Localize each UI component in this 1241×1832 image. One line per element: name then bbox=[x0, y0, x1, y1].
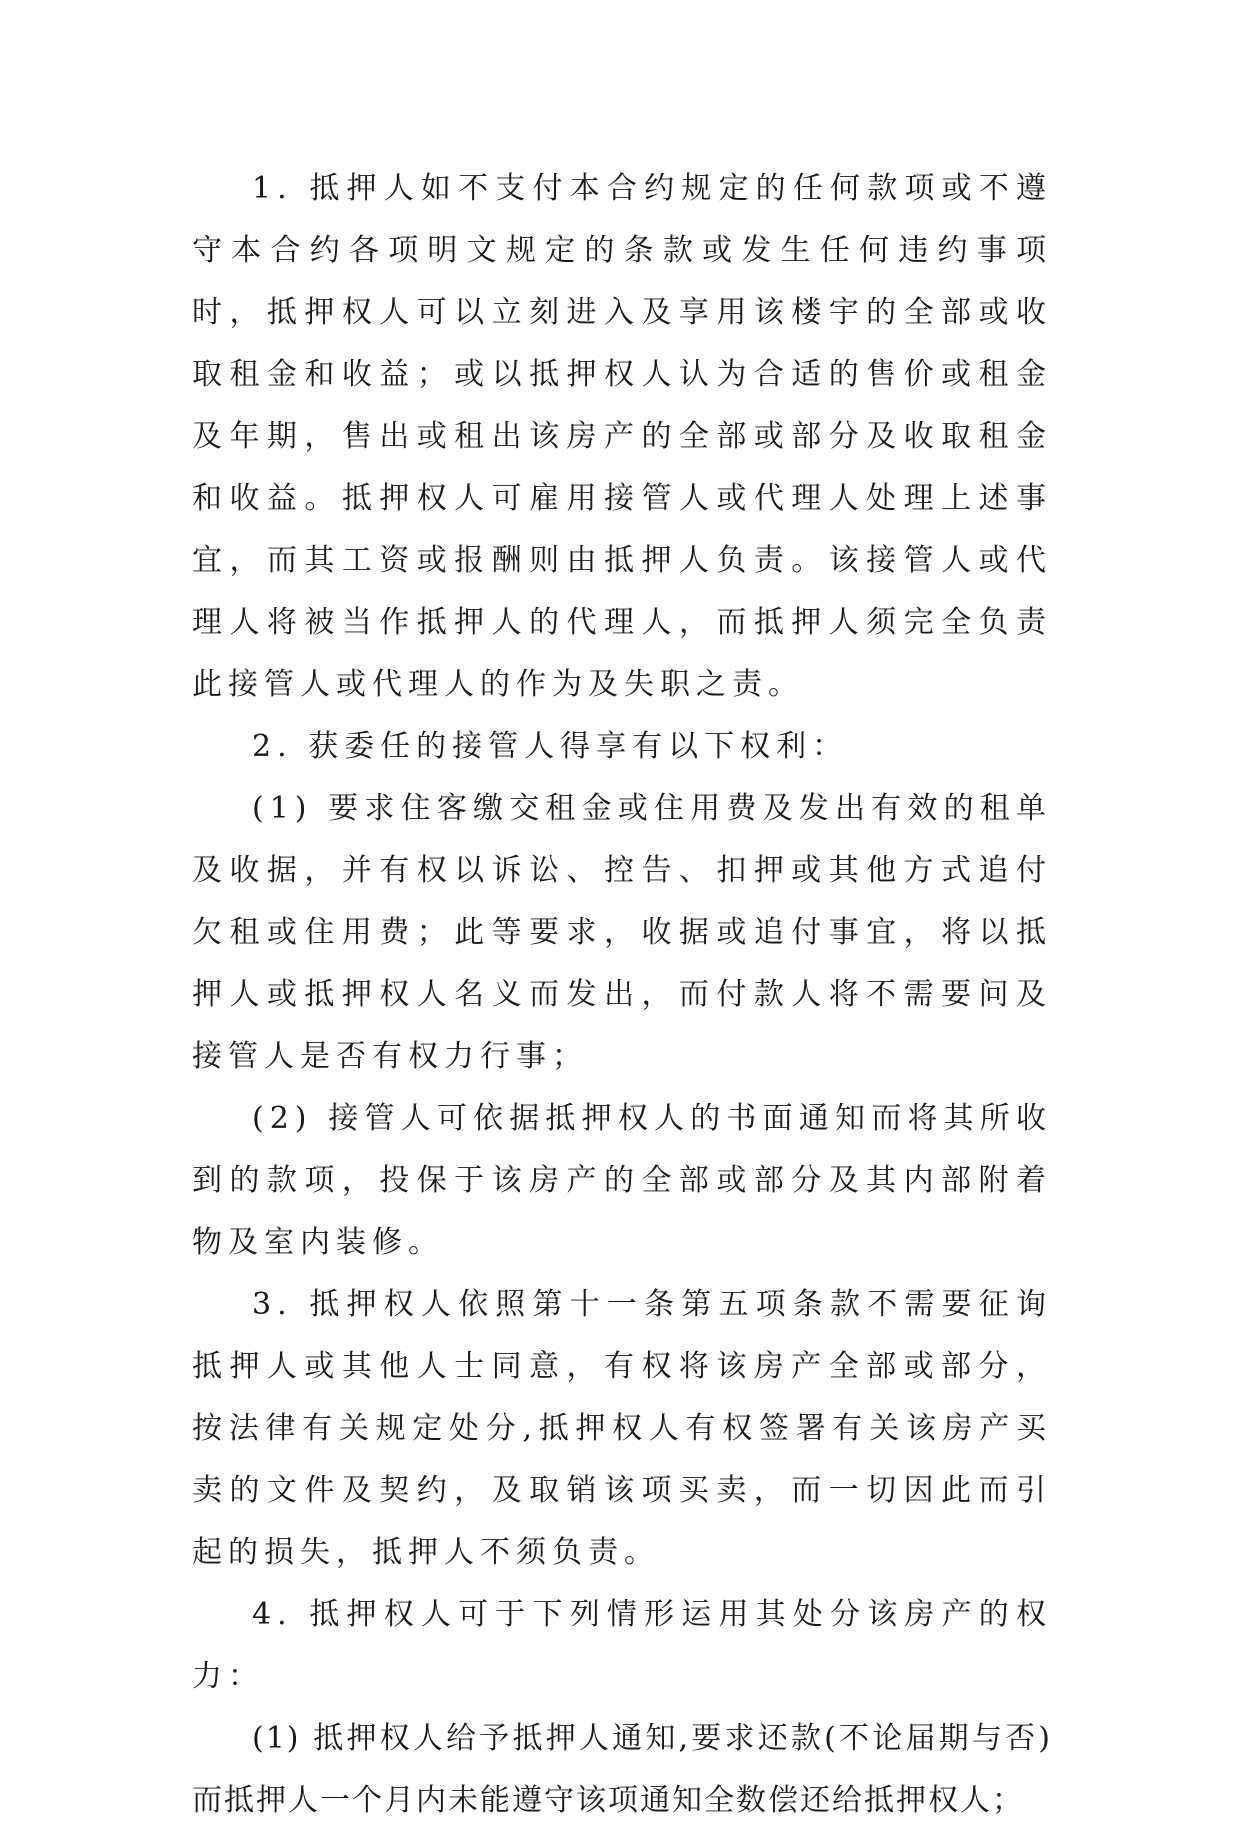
paragraph-clause-2: 2. 获委任的接管人得享有以下权利： bbox=[252, 729, 849, 764]
paragraph-clause-2-item-2: (2) 接管人可依据抵押权人的书面通知而将其所收到的款项，投保于该房产的全部或部分及其内部附着物及室内装修。 bbox=[192, 1101, 1052, 1260]
paragraph-clause-1: 1. 抵押人如不支付本合约规定的任何款项或不遵守本合约各项明文规定的条款或发生任何违约事项时，抵押权人可以立刻进入及享用该楼宇的全部或收取租金和收益；或以抵押权人认为合适的售价或租金及年期，售出或租出该房产的全部或部分及收取租金和收益。抵押权人可雇用接管人或代理人处理上述事宜，而其工资或报酬则由抵押人负责。该接管人或代理人将被当作抵押人的代理人，而抵押人须完全负责此接管人或代理人的作为及失职之责。 bbox=[192, 171, 1052, 702]
paragraph-clause-4: 4. 抵押权人可于下列情形运用其处分该房产的权力： bbox=[192, 1597, 1052, 1694]
paragraph-clause-2-item-1: (1) 要求住客缴交租金或住用费及发出有效的租单及收据，并有权以诉讼、控告、扣押或其他方式追付欠租或住用费；此等要求，收据或追付事宜，将以抵押人或抵押权人名义而发出，而付款人将不需要问及接管人是否有权力行事； bbox=[192, 791, 1052, 1074]
paragraph-clause-3: 3. 抵押权人依照第十一条第五项条款不需要征询抵押人或其他人士同意，有权将该房产全部或部分，按法律有关规定处分,抵押权人有权签署有关该房产买卖的文件及契约，及取销该项买卖，而一切因此而引起的损失，抵押人不须负责。 bbox=[192, 1287, 1052, 1570]
paragraph-clause-4-item-1: (1) 抵押权人给予抵押人通知,要求还款(不论届期与否)而抵押人一个月内未能遵守该项通知全数偿还给抵押权人； bbox=[192, 1721, 1052, 1818]
document-page bbox=[192, 158, 1052, 1832]
